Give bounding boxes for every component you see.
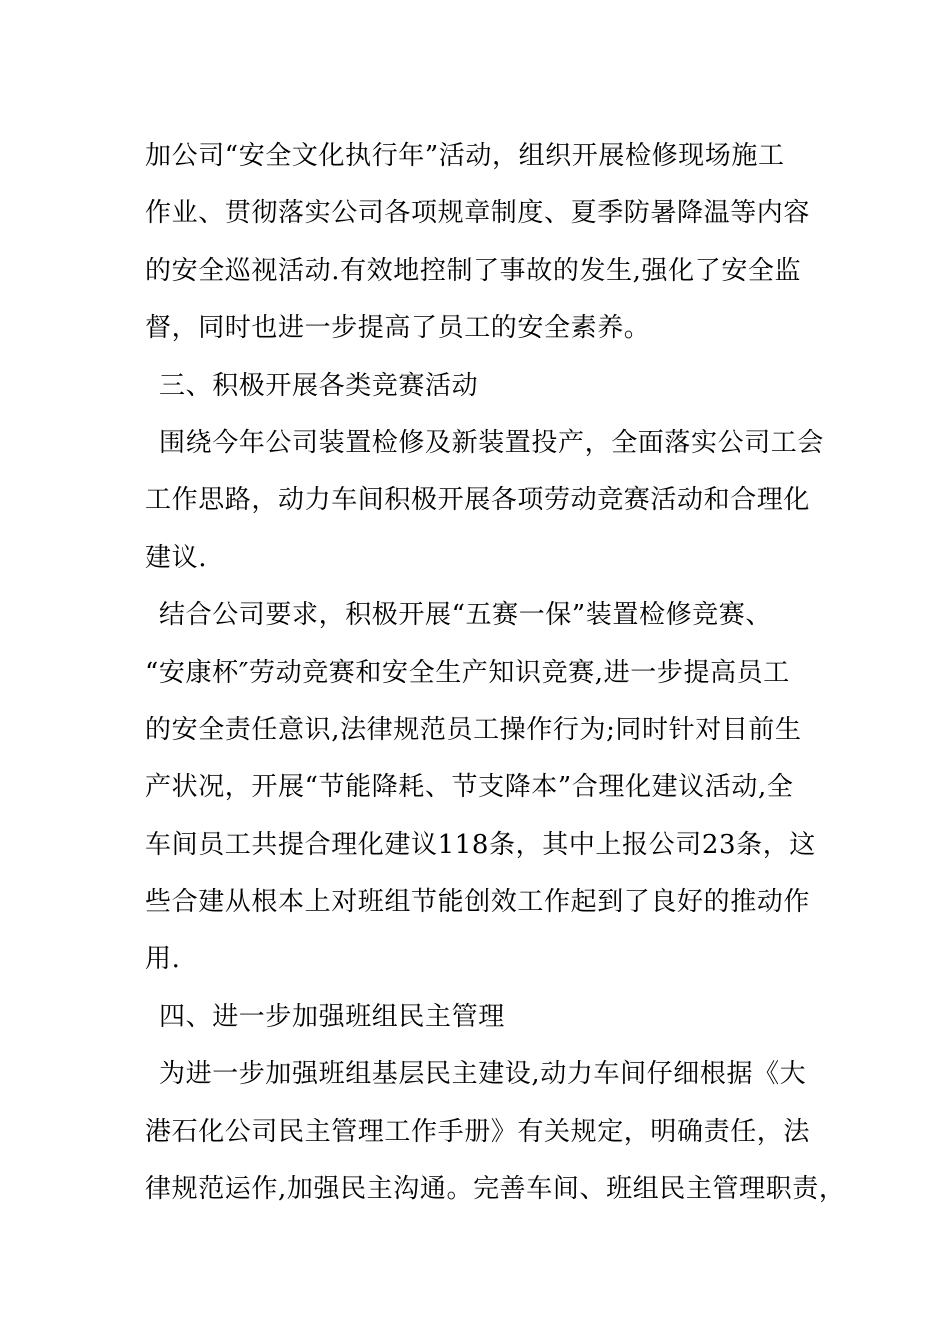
paragraph-line: “安康杯″劳动竞赛和安全生产知识竞赛,进一步提高员工 xyxy=(145,657,790,688)
paragraph-line: 加公司“安全文化执行年”活动，组织开展检修现场施工 xyxy=(145,141,785,171)
document-body xyxy=(145,128,846,1218)
paragraph-line: 用. xyxy=(145,944,181,975)
paragraph-line: 工作思路，动力车间积极开展各项劳动竞赛活动和合理化 xyxy=(145,485,811,516)
paragraph-line: 为进一步加强班组基层民主建设,动力车间仔细根据《大 xyxy=(159,1059,807,1090)
section-heading: 四、进一步加强班组民主管理 xyxy=(159,1001,505,1032)
paragraph-line: 的安全责任意识,法律规范员工操作行为;同时针对目前生 xyxy=(145,714,802,745)
paragraph-line: 作业、贯彻落实公司各项规章制度、夏季防暑降温等内容 xyxy=(145,198,811,229)
section-heading: 三、积极开展各类竞赛活动 xyxy=(159,370,479,401)
paragraph-line: 产状况，开展“节能降耗、节支降本”合理化建议活动,全 xyxy=(145,772,794,803)
paragraph-line: 的安全巡视活动.有效地控制了事故的发生,强化了安全监 xyxy=(145,255,802,286)
paragraph-line: 律规范运作,加强民主沟通。完善车间、班组民主管理职责， xyxy=(145,1174,846,1205)
paragraph-line: 围绕今年公司装置检修及新装置投产，全面落实公司工会 xyxy=(159,427,825,458)
paragraph-line: 车间员工共提合理化建议118条，其中上报公司23条，这 xyxy=(145,829,816,860)
paragraph-line: 建议. xyxy=(145,542,208,573)
paragraph-line: 结合公司要求，积极开展“五赛一保”装置检修竞赛、 xyxy=(159,600,772,631)
paragraph-line: 港石化公司民主管理工作手册》有关规定，明确责任，法 xyxy=(145,1116,811,1147)
paragraph-line: 督，同时也进一步提高了员工的安全素养。 xyxy=(145,313,651,344)
paragraph-line: 些合建从根本上对班组节能创效工作起到了良好的推动作 xyxy=(145,887,811,918)
